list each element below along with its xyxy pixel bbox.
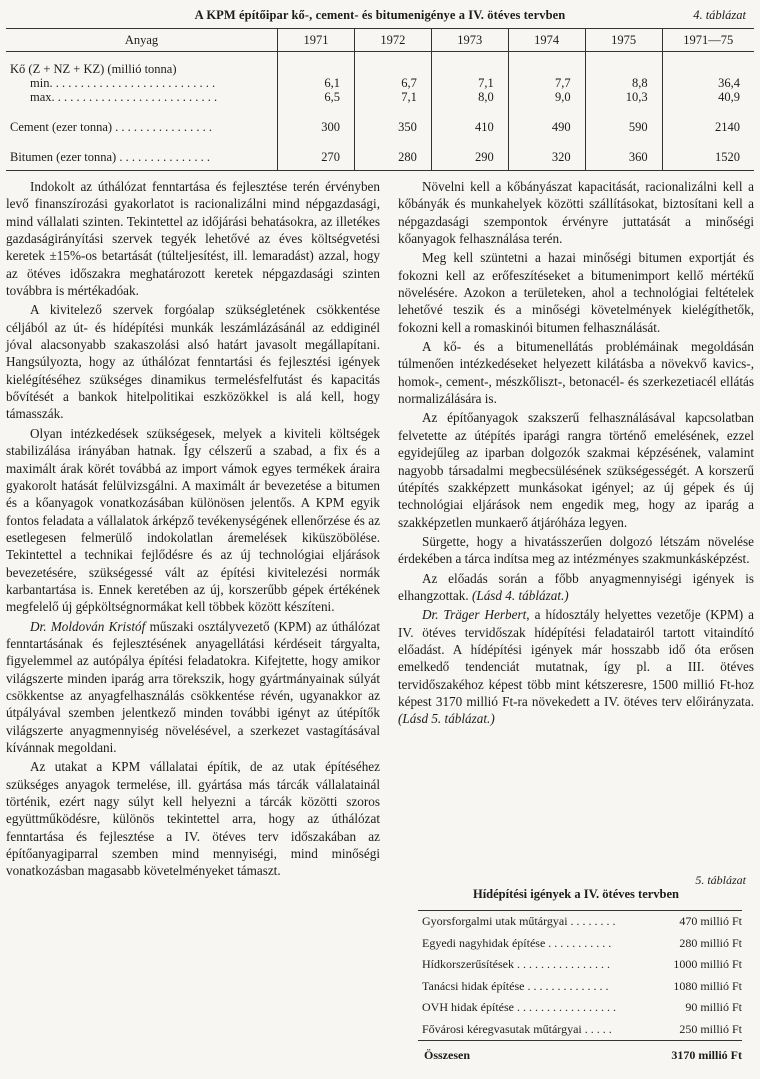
row-label-min: min. . . . . . . . . . . . . . . . . . . . . . . . . . . xyxy=(30,76,216,90)
cell-value: 350 xyxy=(354,104,431,134)
table4-title: A KPM építőipar kő-, cement- és bitumenigénye a IV. ötéves tervben xyxy=(194,8,566,22)
right-text-column xyxy=(398,178,754,728)
cell-value: 300 xyxy=(278,104,355,134)
table4-col-total: 1971—75 xyxy=(662,29,754,52)
left-text-column xyxy=(6,178,380,880)
cell-value: 8,0 xyxy=(478,90,494,104)
table-row xyxy=(418,997,742,1019)
cell-value: 8,8 xyxy=(631,76,648,90)
paragraph xyxy=(6,618,380,757)
row-value: 470 millió Ft xyxy=(679,914,742,928)
table-row xyxy=(6,134,754,171)
table4-col-1972: 1972 xyxy=(354,29,431,52)
cell-value: 590 xyxy=(585,104,662,134)
row-label: OVH hidak építése . . . . . . . . . . . . . . . . . xyxy=(422,1000,616,1014)
cell-value: 7,1 xyxy=(478,76,494,90)
table4-col-anyag: Anyag xyxy=(6,29,278,52)
row-value: 1000 millió Ft xyxy=(673,957,742,971)
cell-value: 1520 xyxy=(662,134,754,171)
row-label-max: max. . . . . . . . . . . . . . . . . . . . . . . . . . . xyxy=(30,90,218,104)
total-value: 3170 millió Ft xyxy=(671,1048,742,1062)
table-row xyxy=(418,954,742,976)
row-value: 1080 millió Ft xyxy=(673,978,742,993)
cell-value: 10,3 xyxy=(625,90,648,104)
paragraph: Indokolt az úthálózat fenntartása és fejlesztése terén érvényben levő finanszírozási gyakorlatot is racionalizálni mind népgazdasági, mind vállalati szinten. Tekintettel az időjárási behatásokra, az illetékes gazdaságirányítási szervek tegyék lehetővé az éves költségvetési keretek ±15%-os betartását (túlteljesítést, ill. lemaradást) azzal, hogy az ötéves időszakra meghatározott keretek népgazdasági szinten továbbra is mértékadóak. xyxy=(6,179,380,299)
table4-col-1974: 1974 xyxy=(508,29,585,52)
paragraph-text: , a hídosztály helyettes vezetője (KPM) a IV. ötéves tervidőszak hídépítési feladatairól tartott vitaindító előadást. A hídépítési igények már hosszabb idő óta erősen emelkedő tendenciát mutatnak, így pl. a III. ötéves tervidőszakéhoz képest több mint kétszeresre, 1500 millió Ft-hoz képest 3170 millió Ft-ra növekedett a IV. ötéves terv előirányzata. xyxy=(398,607,755,709)
table4-col-1975: 1975 xyxy=(585,29,662,52)
cell-value: 6,5 xyxy=(324,90,340,104)
table5 xyxy=(418,910,742,1040)
row-value: 250 millió Ft xyxy=(679,1021,742,1036)
table-reference: (Lásd 4. táblázat.) xyxy=(471,587,569,603)
cell-value: 6,1 xyxy=(324,76,340,90)
paragraph: Sürgette, hogy a hivatásszerűen dolgozó létszám növelése érdekében a tárca indítsa meg az intézményes szakmunkásképzést. xyxy=(398,533,754,567)
cell-value: 36,4 xyxy=(718,76,740,90)
cell-value: 7,1 xyxy=(401,90,417,104)
table4-header xyxy=(6,6,754,26)
speaker-name: Dr. Träger Herbert xyxy=(422,607,527,623)
paragraph: A kivitelező szervek forgóalap szükségletének csökkentése céljából az út- és hídépítési munkák leszámlázásánál az eddiginél jóval alacsonyabb szakaszolási alsó határt javasolt megállapítani. Hangsúlyozta, hogy az úthálózat fenntartási és fejlesztési igények kielégítéséhez szükséges dinamikus termelésfelfutást és kapacitás bővítését a bankok hitelpolitikai eszközökkel is alá kell, hogy támasszák. xyxy=(6,302,380,422)
table4-col-1971: 1971 xyxy=(278,29,355,52)
cell-value: 40,9 xyxy=(718,90,740,104)
paragraph: A kő- és a bitumenellátás problémáinak megoldásán túlmenően intézkedéseket helyezett kilátásba a növekvő kavics-, homok-, cement-, mészkőliszt-, betonacél- és szerkezetiacél ellátás normalizálására is. xyxy=(398,339,754,407)
cell-value: 490 xyxy=(508,104,585,134)
row-label: Egyedi nagyhidak építése . . . . . . . . . . . xyxy=(422,935,612,950)
paragraph: Meg kell szüntetni a hazai minőségi bitumen exportját és fokozni kell az erőfeszítéseket a bitumenimport kellő mértékű növelésére. Azokon a területeken, ahol a technológiai feltételek lehetővé teszik és a minőségi követelmények kielégíthetők, fokozni kell a romaskinói bitumen felhasználását. xyxy=(398,250,754,335)
table5-title: Hídépítési igények a IV. ötéves tervben xyxy=(472,887,679,901)
table4 xyxy=(6,28,754,171)
table5-number: 5. táblázat xyxy=(695,873,746,887)
cell-value: 290 xyxy=(431,134,508,171)
table-row xyxy=(418,1019,742,1041)
row-label-cement: Cement (ezer tonna) . . . . . . . . . . . . . . . . xyxy=(10,120,213,134)
row-label: Tanácsi hidak építése . . . . . . . . . . . . . . xyxy=(422,978,609,993)
row-label: Hídkorszerűsítések . . . . . . . . . . . . . . . . xyxy=(422,957,610,971)
table-row xyxy=(6,104,754,134)
cell-value: 270 xyxy=(278,134,355,171)
cell-value: 280 xyxy=(354,134,431,171)
speaker-name: Dr. Moldován Kristóf xyxy=(30,618,146,634)
paragraph-text: műszaki osztályvezető (KPM) az úthálózat fenntartásának és fejlesztésének anyagellátási kérdéseit tárgyalta, figyelemmel az autópálya építési feladatokra. Kifejtette, hogy amikor világszerte minden iparág arra törekszik, hogy gyártmányainak súlyát csökkentse az anyagfelhasználás csökkentése révén, ugyanakkor az útpályával szemben jelentkező minden további igényt az útépítők világszerte anyagmennyiség növelésével, a szerkezet vastagításával kívánnak megoldani. xyxy=(6,618,381,755)
table-row xyxy=(418,933,742,955)
row-label-ko: Kő (Z + NZ + KZ) (millió tonna) xyxy=(10,62,177,76)
paragraph-text: Az előadás során a főbb anyagmennyiségi igények is elhangzottak. xyxy=(398,570,754,603)
cell-value: 410 xyxy=(431,104,508,134)
row-label: Fővárosi kéregvasutak műtárgyai . . . . . xyxy=(422,1021,612,1036)
table5-total-row xyxy=(418,1040,742,1067)
table-row xyxy=(6,52,754,105)
cell-value: 7,7 xyxy=(554,76,571,90)
cell-value: 6,7 xyxy=(401,76,417,90)
paragraph: Az építőanyagok szakszerű felhasználásával kapcsolatban felvetette az útépítés iparági rangra történő emelésének, ezzel egyidejűleg az iparban dolgozók szakmai képzésének, valamint nagyobb társadalmi megbecsülésének szükségességét. A korszerű útépítés szakképzett munkásokat igényel; az új gépek és új technológiai eljárások nem engedik meg, hogy az iparág a szakképzetlen munkaerő átjáróháza legyen. xyxy=(398,410,754,530)
table4-number: 4. táblázat xyxy=(693,8,746,22)
cell-value: 2140 xyxy=(662,104,754,134)
table4-col-1973: 1973 xyxy=(431,29,508,52)
row-value: 90 millió Ft xyxy=(685,1000,742,1014)
paragraph xyxy=(398,570,754,605)
paragraph: Az utakat a KPM vállalatai építik, de az utak építéséhez szükséges anyagok termelése, ill. gyártása más tárcák vállalatainál történik, ezért nagy súlyt kell helyezni a tárcák közötti szoros együttműködésre, különös tekintettel arra, hogy az úthálózat fenntartása és fejlesztése a IV. ötéves terv időszakában az építőanyagiparral szemben mind mennyiségi, mind minőségi vonatkozásban magasabb követelményeket támaszt. xyxy=(6,759,380,879)
table-reference: (Lásd 5. táblázat.) xyxy=(398,711,495,727)
table-row xyxy=(418,976,742,998)
paragraph xyxy=(398,606,754,727)
paragraph: Olyan intézkedések szükségesek, melyek a kiviteli költségek stabilizálása irányában hatnak. Így célszerű a szabad, a fix és a maximált árak körét továbbá az import vámok egyes termékek áraira gyakorolt hatását felülvizsgálni. A maximált ár bevezetése a bitumen és a kőanyagok vonatkozásában különösen jelentős. A KPM egyik fontos feladata a vállalatok árképző tevékenységének ellenőrzése és az esetlegesen felmerülő indokolatlan áremelések kiküszöbölése. Tekintettel a technikai fejlődésre és az új technológiai eljárások bevezetésére, szükségessé vált az építési kivitelezési normák karbantartása is. Ennek keretében az új, korszerűbb gépek értékének megfelelő új gépköltségnormákat kell többek között készíteni. xyxy=(6,425,380,615)
cell-value: 360 xyxy=(585,134,662,171)
table4-header-row xyxy=(6,29,754,52)
row-label: Gyorsforgalmi utak műtárgyai . . . . . . . . xyxy=(422,914,616,928)
total-label: Összesen xyxy=(424,1048,470,1062)
table-row xyxy=(418,911,742,933)
row-value: 280 millió Ft xyxy=(679,935,742,950)
cell-value: 9,0 xyxy=(554,90,571,104)
row-label-bitumen: Bitumen (ezer tonna) . . . . . . . . . . . . . . . xyxy=(10,150,210,164)
cell-value: 320 xyxy=(508,134,585,171)
paragraph: Növelni kell a kőbányászat kapacitását, racionalizálni kell a kőbányák és munkahelyek közötti szállításokat, biztosítani kell a népgazdasági szempontok érvényre juttatását a minőségi kőanyagok felhasználása terén. xyxy=(398,179,754,247)
